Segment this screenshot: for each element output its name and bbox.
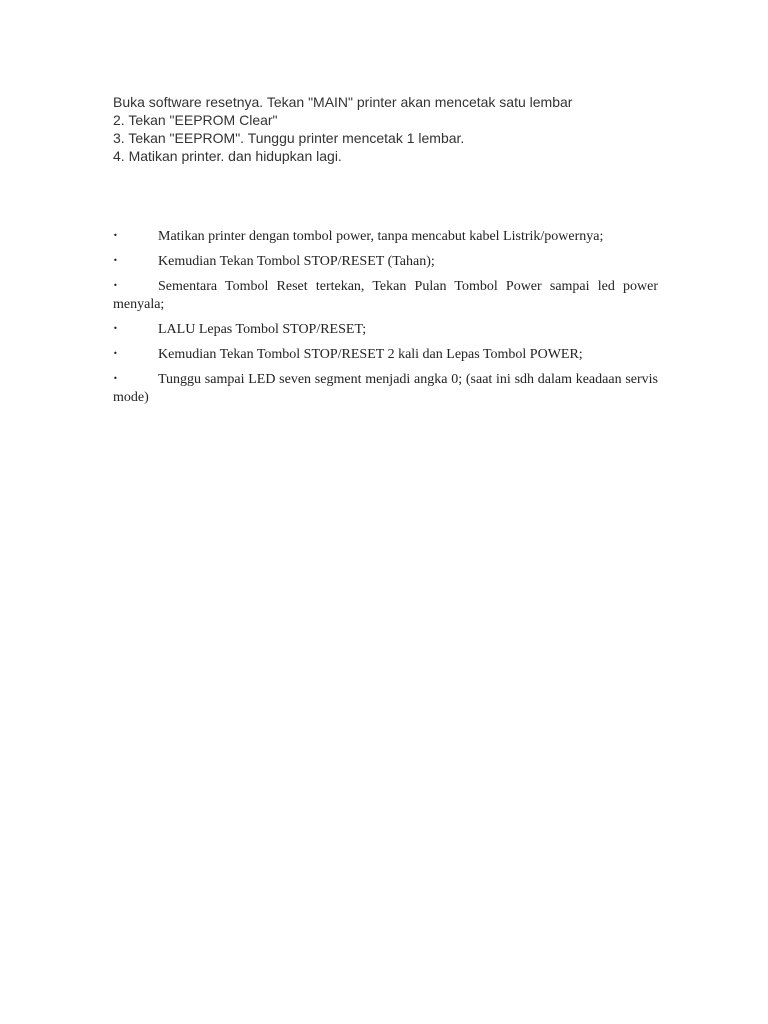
- list-item-text: Tunggu sampai LED seven segment menjadi angka 0; (saat ini sdh dalam keadaan servis mode): [113, 372, 658, 405]
- service-mode-steps: [113, 227, 658, 413]
- bullet-icon: •: [113, 324, 118, 333]
- list-item-text: Kemudian Tekan Tombol STOP/RESET 2 kali dan Lepas Tombol POWER;: [158, 347, 583, 362]
- reset-instructions: [113, 93, 673, 165]
- bullet-icon: •: [113, 281, 118, 290]
- instruction-line-4: 4. Matikan printer. dan hidupkan lagi.: [113, 148, 342, 164]
- list-item: [113, 277, 658, 314]
- bullet-icon: •: [113, 231, 118, 240]
- list-item-text: LALU Lepas Tombol STOP/RESET;: [158, 322, 367, 337]
- bullet-icon: •: [113, 349, 118, 358]
- list-item: [113, 345, 658, 364]
- list-item: [113, 320, 658, 339]
- instruction-line-3: 3. Tekan "EEPROM". Tunggu printer mencetak 1 lembar.: [113, 130, 465, 146]
- list-item: [113, 227, 658, 246]
- instruction-line-2: 2. Tekan "EEPROM Clear": [113, 112, 278, 128]
- list-item-text: Sementara Tombol Reset tertekan, Tekan Pulan Tombol Power sampai led power menyala;: [113, 279, 658, 312]
- list-item: [113, 370, 658, 407]
- list-item-text: Matikan printer dengan tombol power, tanpa mencabut kabel Listrik/powernya;: [158, 229, 604, 244]
- bullet-icon: •: [113, 374, 118, 383]
- instruction-line-1: Buka software resetnya. Tekan "MAIN" printer akan mencetak satu lembar: [113, 94, 573, 110]
- bullet-icon: •: [113, 256, 118, 265]
- list-item-text: Kemudian Tekan Tombol STOP/RESET (Tahan);: [158, 254, 435, 269]
- list-item: [113, 252, 658, 271]
